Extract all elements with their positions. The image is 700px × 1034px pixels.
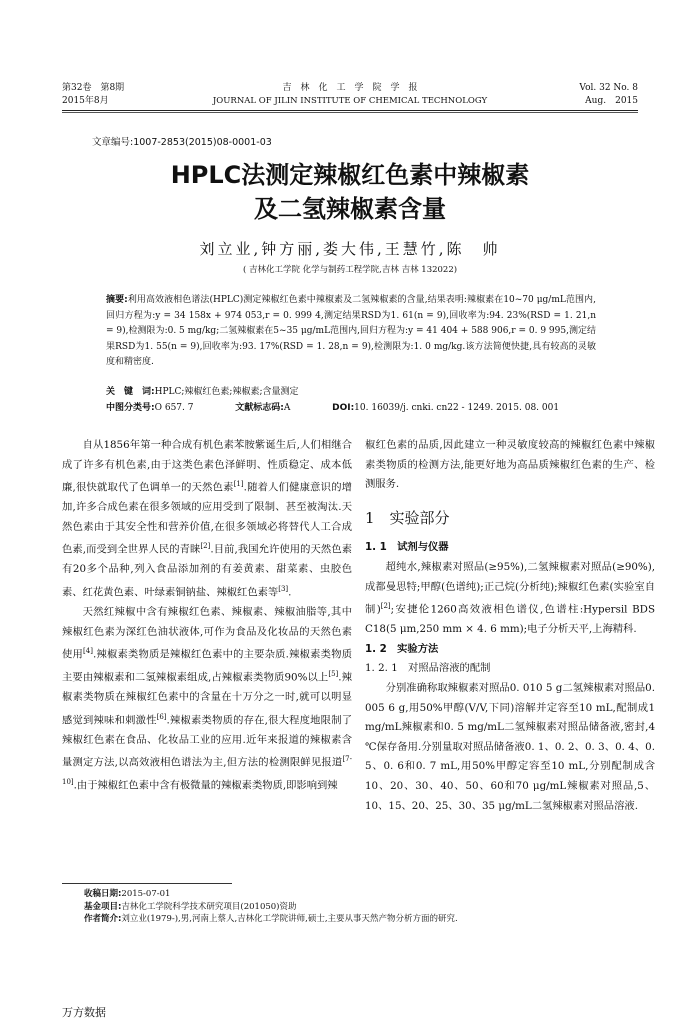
- affiliation: ( 吉林化工学院 化学与制药工程学院,吉林 吉林 132022): [242, 265, 458, 275]
- received-date: 收稿日期:2015-07-01: [84, 889, 171, 899]
- clc-label: 中图分类号:: [106, 403, 155, 413]
- title-line-1: HPLC法测定辣椒红色素中辣椒素: [170, 161, 530, 189]
- volume-issue: 第32卷 第8期: [62, 83, 125, 93]
- doi-label: DOI:: [332, 403, 355, 413]
- header-rule-thin: [62, 112, 638, 113]
- abstract-text: 利用高效液相色谱法(HPLC)测定辣椒红色素中辣椒素及二氢辣椒素的含量,结果表明:辣椒素在10~70 μg/mL范围内,回归方程为:y = 34 158x + 974 053,r = 0. 999 4,测定结果RSD为1. 61(n = 9),回收率为:94. 23%(RSD = 1. 21,n = 9),检测限为:0. 5 mg/kg;二氢辣椒素在5~35 μg/mL范围内,回归方程为:y = 41 404 + 588 906,r = 0. 9 995,测定结果RSD为1. 55(n = 9),回收率为:93. 17%(RSD = 1. 28,n = 9),检测限为:1. 0 mg/kg.该方法简便快捷,具有较高的灵敏度和精密度.: [106, 295, 596, 368]
- keywords: [106, 385, 298, 399]
- classification: [106, 401, 606, 415]
- journal-name-en: JOURNAL OF JILIN INSTITUTE OF CHEMICAL TECHNOLOGY: [212, 96, 488, 106]
- watermark: 万方数据: [62, 1006, 106, 1019]
- title-line-2: 及二氢辣椒素含量: [254, 195, 446, 223]
- keywords-text: HPLC;辣椒红色素;辣椒素;含量测定: [154, 387, 299, 397]
- intro-paragraph-1: 自从1856年第一种合成有机色素苯胺紫诞生后,人们相继合成了许多有机色素,由于这类色素色泽鲜明、性质稳定、成本低廉,很快就取代了色调单一的天然色素[1].随着人们健康意识的增加,许多合成色素在很多领域的应用受到了限制、甚至被淘汰.天然色素由于其安全性和营养价值,在很多领域必将替代人工合成色素,而受到全世界人民的青睐[2].目前,我国允许使用的天然色素有20多个品种,列入食品添加剂的有姜黄素、甜菜素、虫胶色素、红花黄色素、叶绿素铜钠盐、辣椒红色素等[3].: [62, 439, 352, 599]
- reagents-paragraph: 超纯水,辣椒素对照品(≥95%),二氢辣椒素对照品(≥90%),成都曼思特;甲醇(色谱纯);正己烷(分析纯);辣椒红色素(实验室自制)[2];安捷伦1260高效液相色谱仪,色谱柱:Hypersil BDS C18(5 μm,250 mm × 4. 6 mm);电子分析天平,上海精科.: [365, 560, 655, 636]
- clc-value: O 657. 7: [154, 403, 194, 413]
- standard-solution-paragraph: 分别准确称取辣椒素对照品0. 010 5 g二氢辣椒素对照品0. 005 6 g,用50%甲醇(V/V,下同)溶解并定容至10 mL,配制成1 mg/mL辣椒素和0. 5 mg/mL二氢辣椒素对照品储备液,密封,4 ℃保存备用.分别量取对照品储备液0. 1、0. 2、0. 3、0. 4、0. 5、0. 6和0. 7 mL,用50%甲醇定容至10 mL,分别配制成含10、20、30、40、50、60和70 μg/mL辣椒素对照品,5、10、15、20、25、30、35 μg/mL二氢辣椒素对照品溶液.: [365, 681, 655, 812]
- journal-volume: [62, 82, 124, 108]
- footnote-rule: [62, 883, 232, 884]
- journal-name-cn: 吉 林 化 工 学 院 学 报: [282, 83, 418, 93]
- doi-value: 10. 16039/j. cnki. cn22 - 1249. 2015. 08. 001: [354, 403, 560, 413]
- abstract-label: 摘要:: [106, 295, 128, 305]
- doc-code-value: A: [283, 403, 291, 413]
- header-rule: [62, 110, 638, 111]
- issue-date: 2015年8月: [62, 96, 109, 106]
- right-column: [365, 436, 655, 816]
- subsection-1-1-heading: 1. 1 试剂与仪器: [365, 541, 449, 554]
- intro-paragraph-2: 天然红辣椒中含有辣椒红色素、辣椒素、辣椒油脂等,其中辣椒红色素为深红色油状液体,可作为食品及化妆品的天然色素使用[4].辣椒素类物质是辣椒红色素中的主要杂质.辣椒素类物质主要由辣椒素和二氢辣椒素组成,占辣椒素类物质90%以上[5].辣椒素类物质在辣椒红色素中的含量在十万分之一时,就可以明显感觉到辣味和刺激性[6].辣椒素类物质的存在,很大程度地限制了辣椒红色素在食品、化妆品工业的应用.近年来报道的辣椒素含量测定方法,以高效液相色谱法为主,但方法的检测限鲜见报道[7-10].由于辣椒红色素中含有极微量的辣椒素类物质,即影响到辣: [62, 606, 353, 792]
- section-1-heading: 1 实验部分: [365, 508, 450, 527]
- left-column: [62, 436, 352, 796]
- journal-name: [170, 82, 530, 108]
- fund-info: 基金项目:吉林化工学院科学技术研究项目(201050)资助: [84, 901, 297, 912]
- authors: 刘立业,钟方丽,娄大伟,王慧竹,陈 帅: [199, 240, 501, 258]
- subsection-1-2-heading: 1. 2 实验方法: [365, 642, 439, 655]
- keywords-label: 关 键 词:: [106, 387, 155, 397]
- author-bio: 作者简介:刘立业(1979-),男,河南上蔡人,吉林化工学院讲师,硕士,主要从事天然产物分析方面的研究.: [84, 914, 458, 924]
- issue-date-en: Aug. 2015: [585, 96, 638, 106]
- subsection-1-2-1-heading: 1. 2. 1 对照品溶液的配制: [365, 662, 491, 675]
- volume-issue-en: Vol. 32 No. 8: [579, 83, 638, 93]
- journal-volume-en: [579, 82, 638, 108]
- footnotes: [84, 888, 644, 926]
- doc-code-label: 文献标志码:: [235, 403, 284, 413]
- abstract: [106, 293, 596, 371]
- article-number: 文章编号:1007-2853(2015)08-0001-03: [92, 137, 272, 148]
- intro-continuation: 椒红色素的品质,因此建立一种灵敏度较高的辣椒红色素中辣椒素类物质的检测方法,能更好地为高品质辣椒红色素的生产、检测服务.: [365, 439, 655, 491]
